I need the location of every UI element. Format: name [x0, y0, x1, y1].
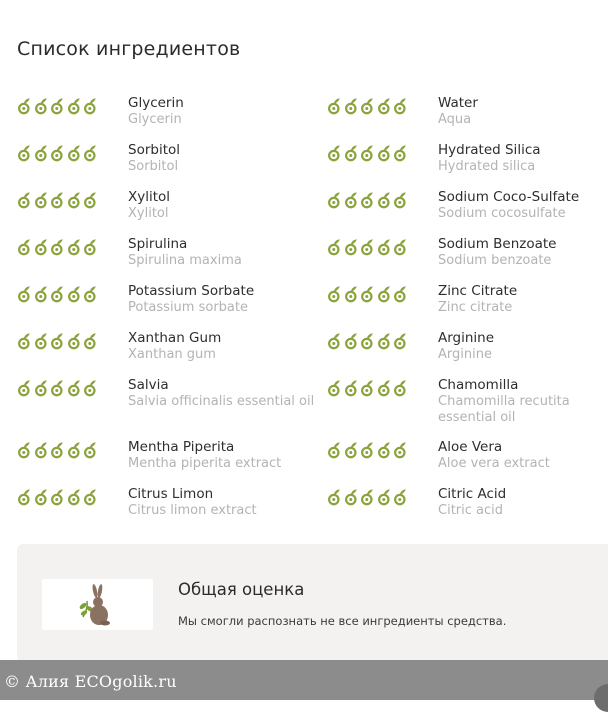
ingredient-inci: Mentha piperita extract [128, 456, 282, 471]
ingredient-inci: Glycerin [128, 112, 182, 127]
rating-icons [17, 95, 97, 119]
leaf-drop-icon [327, 142, 341, 164]
leaf-drop-icon [34, 283, 48, 305]
leaf-drop-icon [344, 439, 358, 461]
leaf-drop-icon [34, 486, 48, 508]
rating-icons [327, 283, 407, 307]
leaf-drop-icon [327, 330, 341, 352]
ingredient-name: Spirulina [128, 236, 188, 252]
ingredient-inci: Spirulina maxima [128, 253, 242, 268]
leaf-drop-icon [393, 283, 407, 305]
leaf-drop-icon [67, 236, 81, 258]
leaf-drop-icon [327, 486, 341, 508]
leaf-drop-icon [83, 377, 97, 399]
ingredient-item[interactable] [17, 486, 317, 526]
leaf-drop-icon [327, 377, 341, 399]
leaf-drop-icon [360, 439, 374, 461]
rating-icons [327, 486, 407, 510]
leaf-drop-icon [393, 95, 407, 117]
ingredient-name: Water [438, 95, 478, 111]
ingredient-inci: Hydrated silica [438, 159, 536, 174]
rating-icons [327, 236, 407, 260]
rating-icons [327, 142, 407, 166]
rating-icons [17, 236, 97, 260]
ingredient-name: Zinc Citrate [438, 283, 518, 299]
ingredient-name: Sodium Coco-Sulfate [438, 189, 580, 205]
leaf-drop-icon [360, 189, 374, 211]
leaf-drop-icon [34, 439, 48, 461]
leaf-drop-icon [344, 330, 358, 352]
leaf-drop-icon [34, 236, 48, 258]
leaf-drop-icon [393, 439, 407, 461]
ingredient-inci: Xylitol [128, 206, 169, 221]
leaf-drop-icon [34, 330, 48, 352]
ingredient-inci: Sorbitol [128, 159, 179, 174]
ingredient-item[interactable] [327, 283, 608, 323]
rating-icons [17, 330, 97, 354]
leaf-drop-icon [360, 236, 374, 258]
leaf-drop-icon [34, 95, 48, 117]
ingredient-name: Mentha Piperita [128, 439, 235, 455]
watermark-text: © Алия ECOgolik.ru [4, 672, 177, 691]
ingredient-name: Salvia [128, 377, 169, 393]
ingredient-inci: Citric acid [438, 503, 503, 518]
leaf-drop-icon [344, 236, 358, 258]
leaf-drop-icon [377, 377, 391, 399]
leaf-drop-icon [83, 142, 97, 164]
ingredient-inci: Aloe vera extract [438, 456, 550, 471]
leaf-drop-icon [34, 377, 48, 399]
rating-icons [17, 189, 97, 213]
leaf-drop-icon [377, 236, 391, 258]
leaf-drop-icon [393, 142, 407, 164]
leaf-drop-icon [377, 330, 391, 352]
leaf-drop-icon [17, 330, 31, 352]
page-title: Список ингредиентов [17, 38, 241, 60]
rating-icons [327, 95, 407, 119]
ingredient-item[interactable] [327, 189, 608, 229]
watermark-bar [0, 660, 608, 700]
ingredient-name: Xanthan Gum [128, 330, 222, 346]
rating-icons [327, 189, 407, 213]
ingredient-item[interactable] [17, 330, 317, 370]
leaf-drop-icon [17, 95, 31, 117]
leaf-drop-icon [360, 330, 374, 352]
leaf-drop-icon [17, 142, 31, 164]
ingredient-item[interactable] [17, 377, 317, 417]
ingredient-inci: Citrus limon extract [128, 503, 257, 518]
leaf-drop-icon [377, 486, 391, 508]
leaf-drop-icon [34, 189, 48, 211]
leaf-drop-icon [83, 236, 97, 258]
ingredient-item[interactable] [327, 236, 608, 276]
leaf-drop-icon [377, 283, 391, 305]
rating-icons [17, 439, 97, 463]
ingredient-inci: Salvia officinalis essential oil [128, 394, 315, 409]
leaf-drop-icon [67, 486, 81, 508]
ingredient-item[interactable] [327, 142, 608, 182]
leaf-drop-icon [50, 486, 64, 508]
rating-icons [17, 486, 97, 510]
leaf-drop-icon [360, 486, 374, 508]
leaf-drop-icon [393, 189, 407, 211]
ingredient-item[interactable] [327, 330, 608, 370]
leaf-drop-icon [17, 439, 31, 461]
ingredient-name: Potassium Sorbate [128, 283, 255, 299]
leaf-drop-icon [50, 377, 64, 399]
leaf-drop-icon [327, 189, 341, 211]
summary-text: Мы смогли распознать не все ингредиенты средства. [178, 614, 507, 628]
ingredient-inci: Arginine [438, 347, 492, 362]
leaf-drop-icon [377, 95, 391, 117]
ingredient-item[interactable] [17, 283, 317, 323]
leaf-drop-icon [360, 377, 374, 399]
leaf-drop-icon [67, 377, 81, 399]
leaf-drop-icon [17, 283, 31, 305]
leaf-drop-icon [50, 189, 64, 211]
ingredient-item[interactable] [17, 236, 317, 276]
leaf-drop-icon [67, 189, 81, 211]
ingredient-inci: Potassium sorbate [128, 300, 248, 315]
leaf-drop-icon [83, 189, 97, 211]
leaf-drop-icon [344, 142, 358, 164]
leaf-drop-icon [17, 236, 31, 258]
leaf-drop-icon [377, 189, 391, 211]
rating-icons [327, 330, 407, 354]
ingredient-item[interactable] [17, 95, 317, 135]
scroll-top-button[interactable] [594, 684, 608, 712]
leaf-drop-icon [83, 283, 97, 305]
ingredient-name: Aloe Vera [438, 439, 503, 455]
leaf-drop-icon [83, 330, 97, 352]
summary-card [17, 544, 608, 662]
leaf-drop-icon [393, 330, 407, 352]
leaf-drop-icon [67, 283, 81, 305]
leaf-drop-icon [393, 236, 407, 258]
leaf-drop-icon [34, 142, 48, 164]
ingredient-name: Hydrated Silica [438, 142, 541, 158]
ingredient-inci: Sodium benzoate [438, 253, 552, 268]
ingredient-item[interactable] [327, 439, 608, 479]
leaf-drop-icon [83, 439, 97, 461]
ingredient-name: Sodium Benzoate [438, 236, 557, 252]
ingredient-name: Chamomilla [438, 377, 519, 393]
leaf-drop-icon [344, 189, 358, 211]
ingredient-name: Citrus Limon [128, 486, 214, 502]
leaf-drop-icon [83, 486, 97, 508]
leaf-drop-icon [360, 142, 374, 164]
leaf-drop-icon [377, 439, 391, 461]
ingredient-name: Arginine [438, 330, 495, 346]
rating-icons [327, 439, 407, 463]
leaf-drop-icon [50, 283, 64, 305]
leaf-drop-icon [50, 439, 64, 461]
leaf-drop-icon [17, 486, 31, 508]
ingredient-inci: Sodium cocosulfate [438, 206, 566, 221]
ingredient-item[interactable] [327, 377, 608, 425]
leaf-drop-icon [17, 377, 31, 399]
leaf-drop-icon [393, 377, 407, 399]
ingredient-inci: Aqua [438, 112, 472, 127]
leaf-drop-icon [327, 283, 341, 305]
ingredient-item[interactable] [327, 95, 608, 135]
ingredient-inci: Zinc citrate [438, 300, 513, 315]
rating-icons [17, 283, 97, 307]
brand-logo [42, 579, 153, 630]
leaf-drop-icon [327, 439, 341, 461]
ingredient-name: Glycerin [128, 95, 184, 111]
ingredient-name: Sorbitol [128, 142, 181, 158]
leaf-drop-icon [50, 236, 64, 258]
leaf-drop-icon [67, 330, 81, 352]
leaf-drop-icon [344, 283, 358, 305]
summary-title: Общая оценка [178, 580, 305, 599]
leaf-drop-icon [344, 95, 358, 117]
rabbit-leaf-logo-icon [42, 579, 153, 630]
ingredient-item[interactable] [17, 439, 317, 479]
rating-icons [17, 142, 97, 166]
leaf-drop-icon [17, 189, 31, 211]
rating-icons [327, 377, 407, 401]
ingredient-item[interactable] [327, 486, 608, 526]
leaf-drop-icon [67, 95, 81, 117]
leaf-drop-icon [360, 283, 374, 305]
leaf-drop-icon [393, 486, 407, 508]
ingredient-inci: Xanthan gum [128, 347, 216, 362]
leaf-drop-icon [67, 142, 81, 164]
ingredient-name: Xylitol [128, 189, 171, 205]
ingredient-inci: Chamomilla recutita essential oil [438, 394, 570, 425]
leaf-drop-icon [327, 236, 341, 258]
rating-icons [17, 377, 97, 401]
ingredient-item[interactable] [17, 142, 317, 182]
leaf-drop-icon [327, 95, 341, 117]
leaf-drop-icon [360, 95, 374, 117]
leaf-drop-icon [344, 486, 358, 508]
ingredient-item[interactable] [17, 189, 317, 229]
leaf-drop-icon [344, 377, 358, 399]
leaf-drop-icon [377, 142, 391, 164]
leaf-drop-icon [50, 330, 64, 352]
leaf-drop-icon [67, 439, 81, 461]
ingredient-name: Citric Acid [438, 486, 507, 502]
leaf-drop-icon [50, 142, 64, 164]
leaf-drop-icon [83, 95, 97, 117]
leaf-drop-icon [50, 95, 64, 117]
